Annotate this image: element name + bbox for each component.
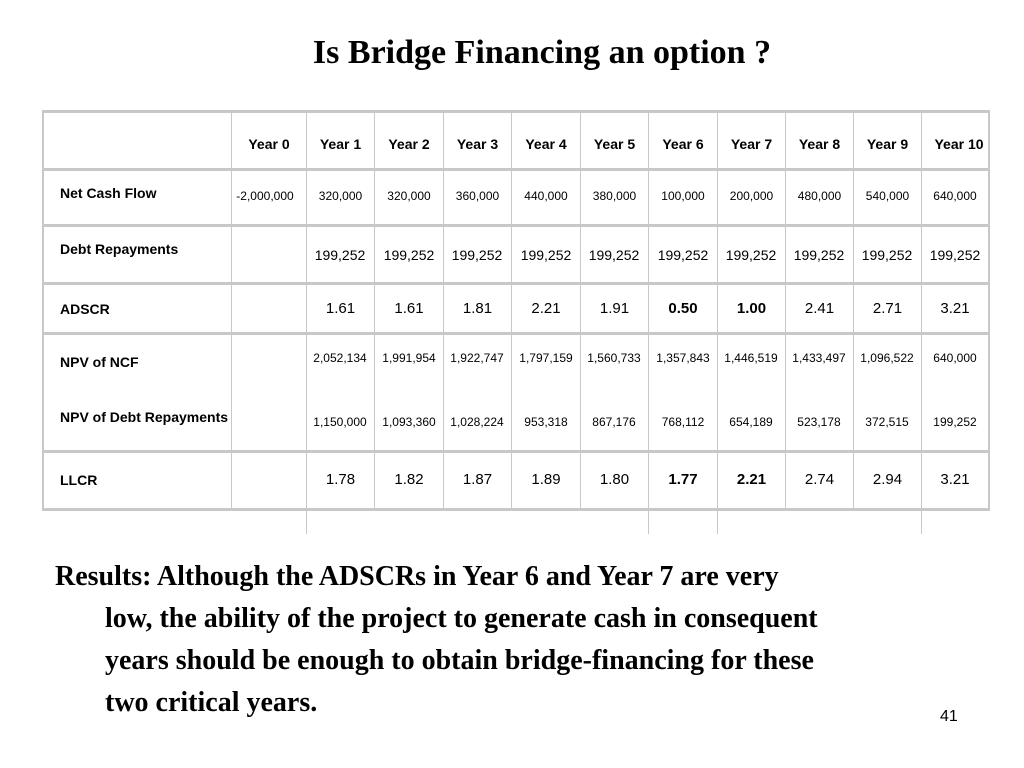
table-cell: 199,252 (933, 415, 977, 429)
page-number: 41 (940, 708, 958, 725)
row-label: Debt Repayments (60, 241, 179, 257)
row-label: ADSCR (60, 301, 110, 317)
table-rule (42, 450, 990, 453)
table-cell: 199,252 (657, 247, 709, 263)
table-cell: 199,252 (793, 247, 845, 263)
table-cell: 199,252 (520, 247, 572, 263)
table-cell: 100,000 (661, 189, 705, 203)
table-cell: 360,000 (455, 189, 500, 203)
table-cell: 2.21 (531, 300, 561, 317)
table-cell: 2,052,134 (313, 351, 367, 365)
table-cell: 2.94 (872, 471, 903, 488)
table-rule (42, 508, 990, 511)
table-cell: 380,000 (592, 189, 637, 203)
table-rule (231, 110, 232, 510)
row-label: NPV of NCF (60, 354, 139, 370)
column-header: Year 10 (934, 136, 984, 152)
table-cell: 199,252 (383, 247, 435, 263)
table-cell: 540,000 (865, 189, 910, 203)
column-header: Year 7 (730, 136, 773, 152)
table-cell: 1,922,747 (450, 351, 504, 365)
results-paragraph (55, 556, 985, 724)
table-rule (988, 110, 990, 510)
table-cell: 199,252 (588, 247, 640, 263)
table-cell: 1,357,843 (656, 351, 710, 365)
table-cell: 199,252 (929, 247, 981, 263)
table-cell: 1,028,224 (450, 415, 504, 429)
table-cell: 2.71 (872, 300, 903, 317)
table-cell: 320,000 (318, 189, 363, 203)
results-line: two critical years. (105, 687, 318, 718)
table-cell: 1.87 (462, 471, 493, 488)
table-cell: 1.89 (531, 471, 561, 488)
column-header: Year 6 (662, 136, 704, 152)
column-header: Year 8 (798, 136, 841, 152)
table-cell: 953,318 (524, 415, 568, 429)
table-cell: 1,093,360 (382, 415, 436, 429)
table-rule (42, 110, 990, 113)
table-cell: 1,150,000 (313, 415, 367, 429)
table-cell: 372,515 (865, 415, 909, 429)
table-cell: 1.61 (394, 300, 424, 317)
table-cell: 3.21 (940, 300, 970, 317)
column-header: Year 2 (388, 136, 430, 152)
table-cell: 1.00 (736, 300, 767, 317)
results-line: Results: Although the ADSCRs in Year 6 and Year 7 are very (55, 561, 779, 592)
table-cell: 1,096,522 (860, 351, 914, 365)
table-cell: 1.77 (668, 471, 698, 488)
table-cell: 200,000 (729, 189, 774, 203)
column-header: Year 0 (248, 136, 290, 152)
table-cell: 1,433,497 (792, 351, 846, 365)
column-header: Year 4 (525, 136, 567, 152)
table-cell: 199,252 (725, 247, 777, 263)
table-cell: 523,178 (797, 415, 841, 429)
table-cell: 2.21 (736, 471, 767, 488)
table-cell: 199,252 (451, 247, 503, 263)
row-label: NPV of Debt Repayments (60, 409, 229, 425)
table-rule (42, 168, 990, 171)
table-cell: 867,176 (592, 415, 636, 429)
table-cell: 1,797,159 (519, 351, 573, 365)
table-cell: 1.81 (462, 300, 493, 317)
table-cell: 640,000 (933, 189, 977, 203)
table-cell: 654,189 (729, 415, 773, 429)
table-cell: 1.91 (599, 300, 630, 317)
table-cell: 440,000 (524, 189, 568, 203)
results-line: low, the ability of the project to generate cash in consequent (105, 603, 818, 634)
table-cell: 1,560,733 (587, 351, 641, 365)
table-rule (42, 224, 990, 227)
column-header: Year 9 (866, 136, 909, 152)
table-cell: 1,446,519 (724, 351, 778, 365)
results-line: years should be enough to obtain bridge-financing for these (105, 645, 814, 676)
table-cell: 1.61 (325, 300, 356, 317)
table-cell: 768,112 (661, 415, 705, 429)
table-cell: 0.50 (668, 300, 698, 317)
table-cell: -2,000,000 (236, 189, 294, 203)
table-cell: 2.74 (804, 471, 835, 488)
table-cell: 2.41 (804, 300, 835, 317)
table-cell: 199,252 (314, 247, 366, 263)
table-rule (42, 110, 44, 510)
column-header: Year 3 (456, 136, 499, 152)
column-header: Year 5 (593, 136, 636, 152)
slide-title: Is Bridge Financing an option ? (312, 34, 772, 71)
table-cell: 199,252 (861, 247, 913, 263)
row-label: Net Cash Flow (60, 185, 157, 201)
table-rule (42, 282, 990, 285)
table-rule (42, 332, 990, 335)
table-cell: 3.21 (940, 471, 970, 488)
table-cell: 480,000 (797, 189, 842, 203)
table-cell: 640,000 (933, 351, 977, 365)
column-header: Year 1 (319, 136, 362, 152)
table-cell: 1.82 (394, 471, 424, 488)
table-cell: 1,991,954 (382, 351, 436, 365)
table-cell: 1.78 (325, 471, 356, 488)
row-label: LLCR (60, 472, 98, 488)
table-cell: 1.80 (599, 471, 630, 488)
table-cell: 320,000 (387, 189, 431, 203)
